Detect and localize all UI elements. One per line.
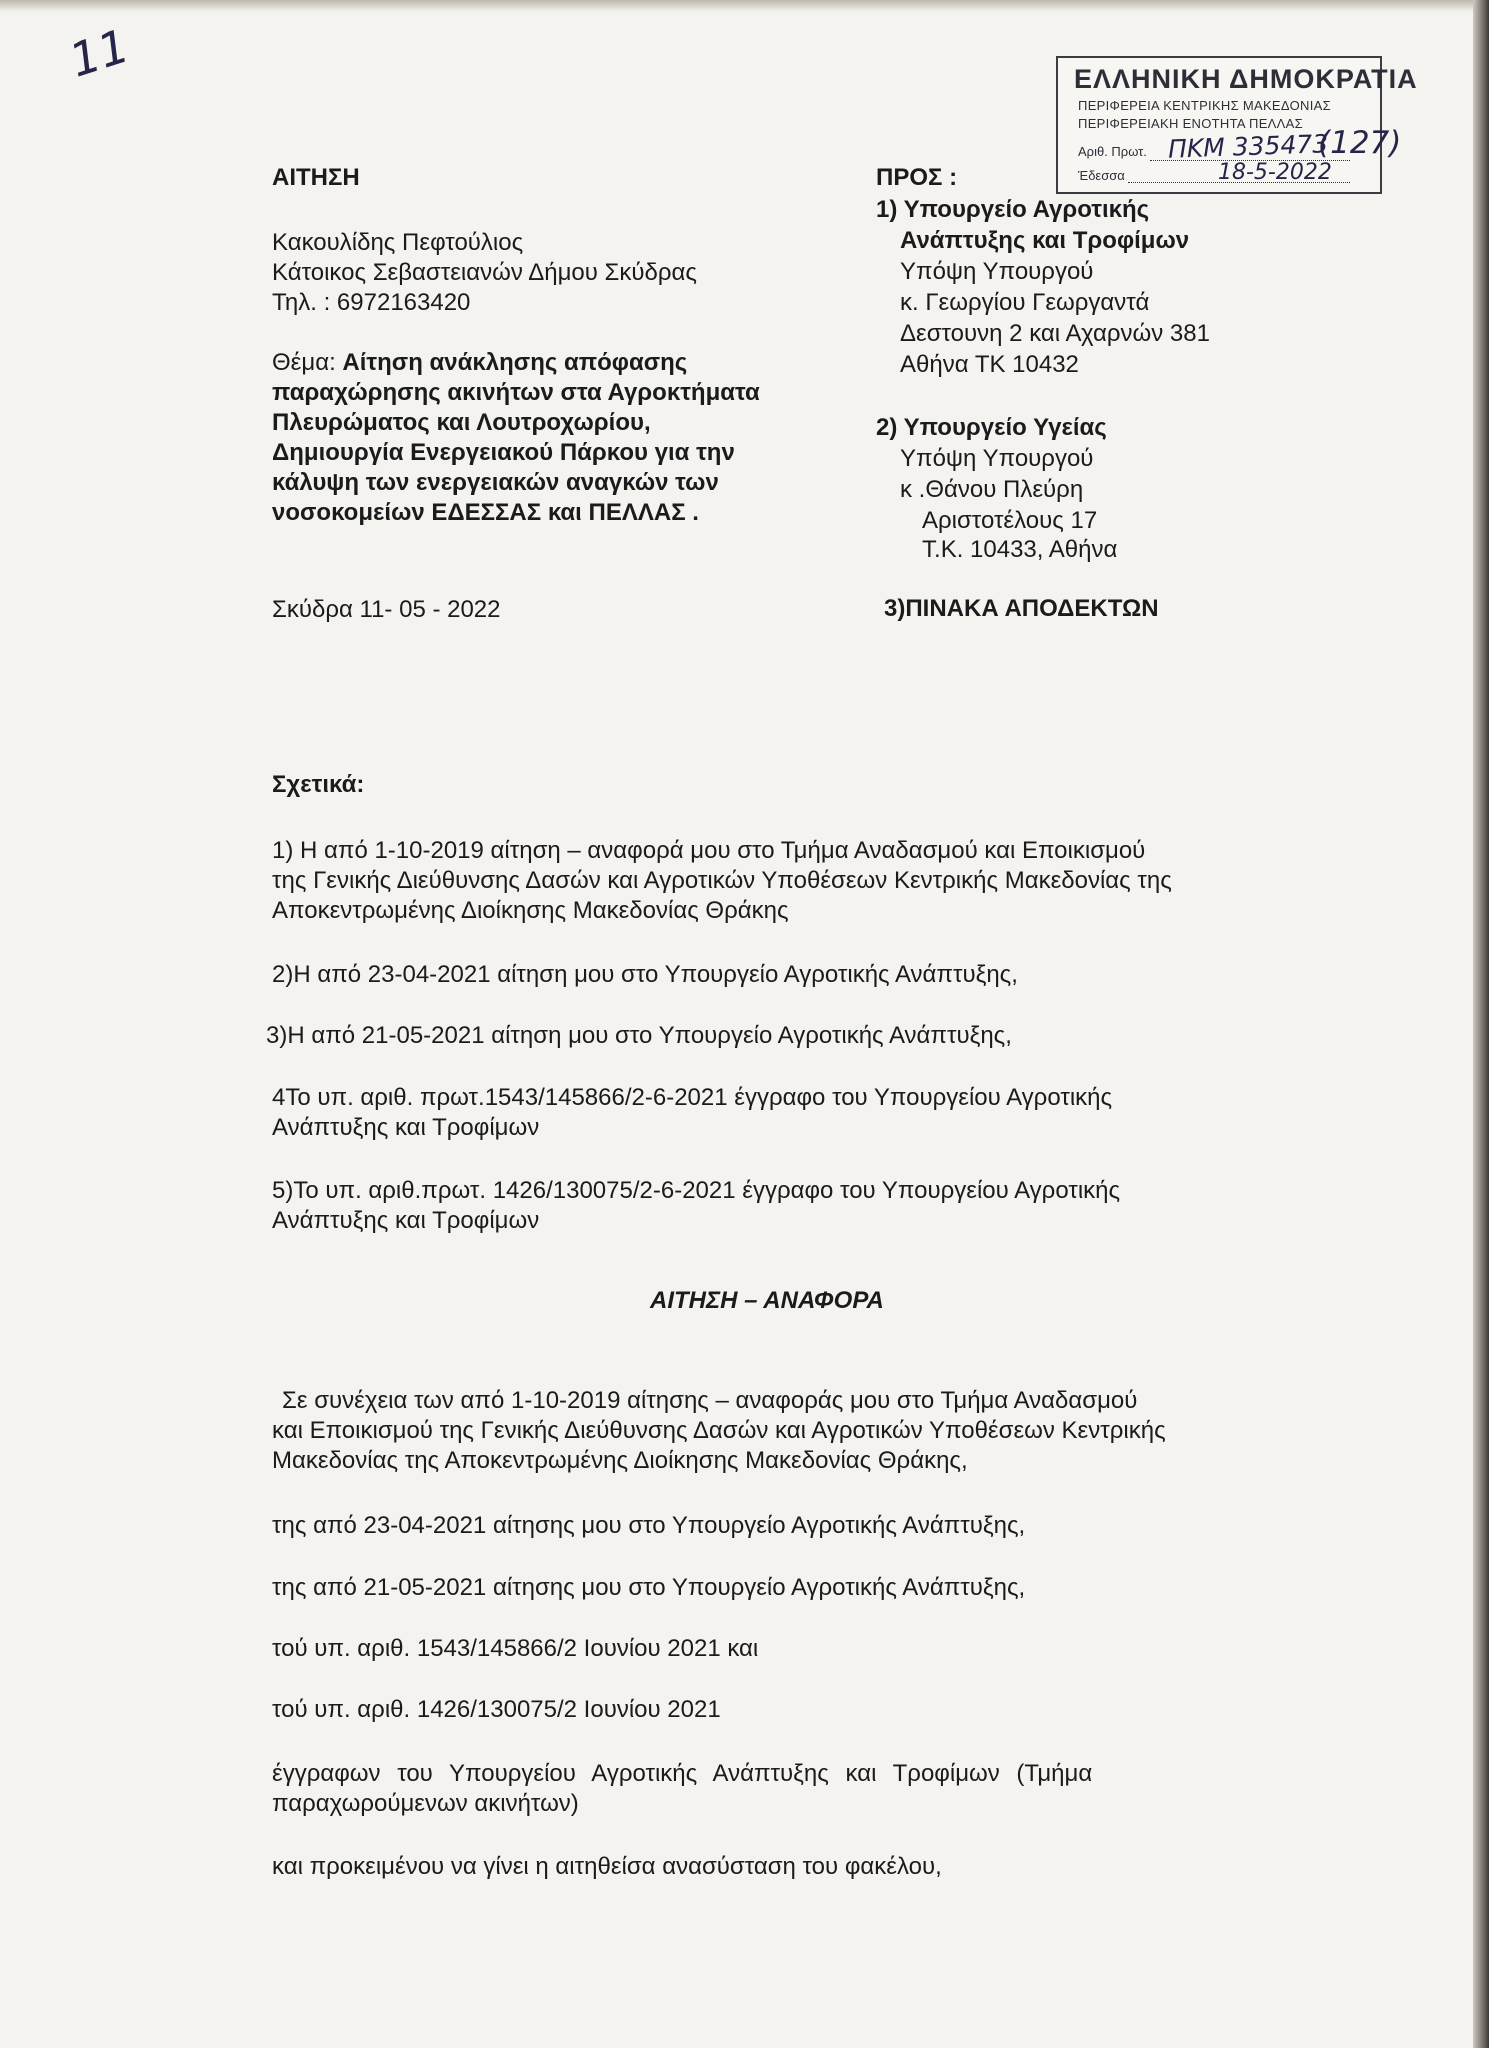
relevant-item-1-line-2: της Γενικής Διεύθυνσης Δασών και Αγροτικών Υποθέσεων Κεντρικής Μακεδονίας της <box>272 867 1172 894</box>
body-line-7: και προκειμένου να γίνει η αιτηθείσα ανασύσταση του φακέλου, <box>272 1853 942 1880</box>
recipient-1-line-2: Ανάπτυξης και Τροφίμων <box>900 227 1190 254</box>
recipient-2-line-5: Τ.Κ. 10433, Αθήνα <box>922 536 1118 563</box>
recipient-2-line-3: κ .Θάνου Πλεύρη <box>900 476 1084 503</box>
subject-line-1: Αίτηση ανάκλησης απόφασης <box>342 349 688 376</box>
scan-right-edge <box>1473 0 1489 2048</box>
recipient-2-line-2: Υπόψη Υπουργού <box>900 445 1094 472</box>
body-para-1-line-2: και Εποικισμού της Γενικής Διεύθυνσης Δασών και Αγροτικών Υποθέσεων Κεντρικής <box>272 1417 1166 1444</box>
body-para-1-line-3: Μακεδονίας της Αποκεντρωμένης Διοίκησης Μακεδονίας Θράκης, <box>272 1447 968 1474</box>
relevant-item-5-line-2: Ανάπτυξης και Τροφίμων <box>272 1207 540 1234</box>
stamp-protocol-suffix: (127) <box>1318 125 1402 161</box>
recipient-1-line-6: Αθήνα ΤΚ 10432 <box>900 351 1079 378</box>
sender-address: Κάτοικος Σεβαστειανών Δήμου Σκύδρας <box>272 259 697 286</box>
recipient-2-line-1: 2) Υπουργείο Υγείας <box>876 414 1107 441</box>
request-title: ΑΙΤΗΣΗ – ΑΝΑΦΟΡΑ <box>650 1287 884 1314</box>
body-para-1-line-1: Σε συνέχεια των από 1-10-2019 αίτησης – αναφοράς μου στο Τμήμα Αναδασμού <box>282 1387 1138 1414</box>
subject-line-4: Δημιουργία Ενεργειακού Πάρκου για την <box>272 439 735 466</box>
stamp-unit: ΠΕΡΙΦΕΡΕΙΑΚΗ ΕΝΟΤΗΤΑ ΠΕΛΛΑΣ <box>1078 116 1303 131</box>
body-line-6b: παραχωρούμενων ακινήτων) <box>272 1790 579 1817</box>
recipient-1-line-1: 1) Υπουργείο Αγροτικής <box>876 196 1150 223</box>
relevant-item-3: 3)Η από 21-05-2021 αίτηση μου στο Υπουργείο Αγροτικής Ανάπτυξης, <box>266 1022 1012 1049</box>
relevant-item-4-line-1: 4Το υπ. αριθ. πρωτ.1543/145866/2-6-2021 έγγραφο του Υπουργείου Αγροτικής <box>272 1084 1113 1111</box>
relevant-item-4-line-2: Ανάπτυξης και Τροφίμων <box>272 1114 540 1141</box>
subject-block <box>272 348 687 378</box>
subject-line-2: παραχώρησης ακινήτων στα Αγροκτήματα <box>272 379 760 406</box>
document-title: ΑΙΤΗΣΗ <box>272 164 360 191</box>
recipient-1-line-3: Υπόψη Υπουργού <box>900 258 1094 285</box>
stamp-region: ΠΕΡΙΦΕΡΕΙΑ ΚΕΝΤΡΙΚΗΣ ΜΑΚΕΔΟΝΙΑΣ <box>1078 98 1331 113</box>
subject-line-5: κάλυψη των ενεργειακών αναγκών των <box>272 469 719 496</box>
recipient-1-line-4: κ. Γεωργίου Γεωργαντά <box>900 289 1150 316</box>
scan-top-edge <box>0 0 1489 12</box>
recipient-1-line-5: Δεστουνη 2 και Αχαρνών 381 <box>900 320 1210 347</box>
stamp-protocol-number: ΠΚΜ 335473 <box>1167 129 1329 164</box>
subject-label: Θέμα: <box>272 349 336 376</box>
body-line-3: της από 21-05-2021 αίτησης μου στο Υπουργείο Αγροτικής Ανάπτυξης, <box>272 1574 1026 1601</box>
relevant-item-5-line-1: 5)Το υπ. αριθ.πρωτ. 1426/130075/2-6-2021 έγγραφο του Υπουργείου Αγροτικής <box>272 1177 1121 1204</box>
subject-line-3: Πλευρώματος και Λουτροχωρίου, <box>272 409 651 436</box>
stamp-place-label: Έδεσσα <box>1078 168 1125 183</box>
relevant-item-1-line-1: 1) Η από 1-10-2019 αίτηση – αναφορά μου στο Τμήμα Αναδασμού και Εποικισμού <box>272 837 1146 864</box>
margin-mark: 11 <box>63 18 136 88</box>
body-line-2: της από 23-04-2021 αίτησης μου στο Υπουργείο Αγροτικής Ανάπτυξης, <box>272 1512 1026 1539</box>
recipient-2-line-4: Αριστοτέλους 17 <box>922 507 1098 534</box>
stamp-date: 18-5-2022 <box>1218 160 1332 185</box>
body-line-4: τού υπ. αριθ. 1543/145866/2 Ιουνίου 2021 και <box>272 1635 759 1662</box>
relevant-label: Σχετικά: <box>272 771 365 798</box>
relevant-item-2: 2)Η από 23-04-2021 αίτηση μου στο Υπουργείο Αγροτικής Ανάπτυξης, <box>272 961 1018 988</box>
document-date: Σκύδρα 11- 05 - 2022 <box>272 596 501 623</box>
stamp-protocol-label: Αριθ. Πρωτ. <box>1078 144 1147 159</box>
stamp-title: ΕΛΛΗΝΙΚΗ ΔΗΜΟΚΡΑΤΙΑ <box>1074 64 1418 94</box>
body-line-6a: έγγραφων του Υπουργείου Αγροτικής Ανάπτυξης και Τροφίμων (Τμήμα <box>272 1760 1093 1787</box>
body-line-5: τού υπ. αριθ. 1426/130075/2 Ιουνίου 2021 <box>272 1696 721 1723</box>
recipients-label: ΠΡΟΣ : <box>876 164 958 191</box>
subject-line-6: νοσοκομείων ΕΔΕΣΣΑΣ και ΠΕΛΛΑΣ . <box>272 499 699 526</box>
recipient-3: 3)ΠΙΝΑΚΑ ΑΠΟΔΕΚΤΩΝ <box>884 595 1159 622</box>
sender-name: Κακουλίδης Πεφτούλιος <box>272 229 524 256</box>
relevant-item-1-line-3: Αποκεντρωμένης Διοίκησης Μακεδονίας Θράκης <box>272 897 789 924</box>
sender-phone: Τηλ. : 6972163420 <box>272 289 471 316</box>
